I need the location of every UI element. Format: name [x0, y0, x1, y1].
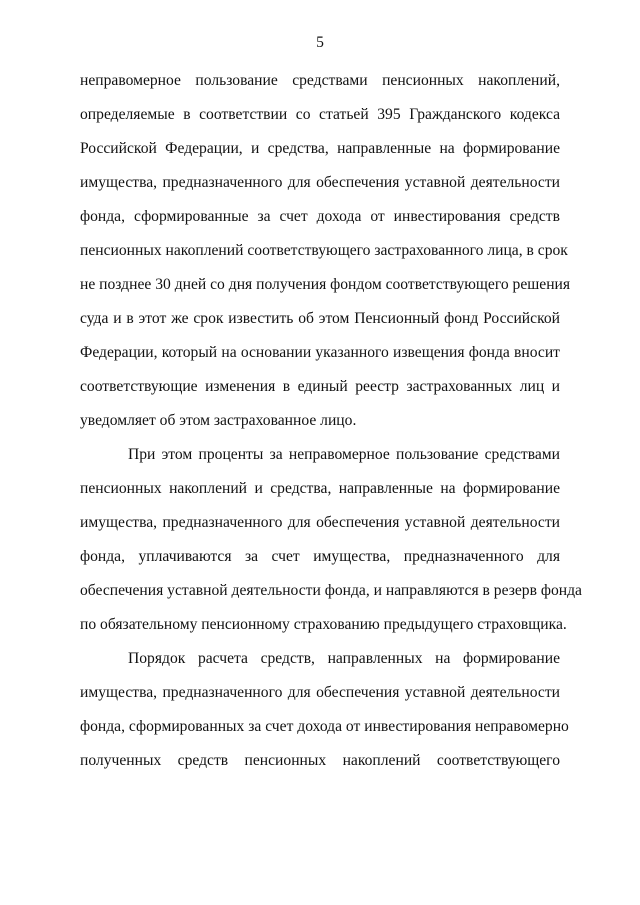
text-line: не позднее 30 дней со дня получения фондом соответствующего решения	[80, 276, 571, 293]
text-line: полученных средств пенсионных накоплений соответствующего	[80, 752, 560, 769]
text-line: неправомерное пользование средствами пенсионных накоплений,	[80, 72, 560, 89]
text-line: пенсионных накоплений соответствующего застрахованного лица, в срок	[80, 242, 568, 259]
text-line: Порядок расчета средств, направленных на формирование	[128, 650, 560, 667]
text-line: Федерации, который на основании указанного извещения фонда вносит	[80, 344, 560, 361]
text-line: соответствующие изменения в единый реестр застрахованных лиц и	[80, 378, 560, 395]
text-line: имущества, предназначенного для обеспечения уставной деятельности	[80, 684, 560, 701]
text-line: имущества, предназначенного для обеспечения уставной деятельности	[80, 174, 560, 191]
text-line: определяемые в соответствии со статьей 395 Гражданского кодекса	[80, 106, 560, 123]
text-line: обеспечения уставной деятельности фонда, и направляются в резерв фонда	[80, 582, 582, 599]
text-line: При этом проценты за неправомерное пользование средствами	[128, 446, 560, 463]
text-line: фонда, уплачиваются за счет имущества, предназначенного для	[80, 548, 560, 565]
text-line: суда и в этот же срок известить об этом Пенсионный фонд Российской	[80, 310, 560, 327]
paragraph	[80, 446, 582, 650]
text-line: уведомляет об этом застрахованное лицо.	[80, 412, 357, 429]
page-number: 5	[316, 34, 324, 51]
text-line: имущества, предназначенного для обеспечения уставной деятельности	[80, 514, 560, 531]
text-line: по обязательному пенсионному страхованию предыдущего страховщика.	[80, 616, 567, 633]
text-line: Российской Федерации, и средства, направленные на формирование	[80, 140, 560, 157]
text-line: пенсионных накоплений и средства, направленные на формирование	[80, 480, 560, 497]
text-line: фонда, сформированных за счет дохода от инвестирования неправомерно	[80, 718, 569, 735]
paragraph	[80, 72, 571, 446]
document-body	[80, 72, 582, 786]
paragraph	[80, 650, 569, 786]
text-line: фонда, сформированные за счет дохода от инвестирования средств	[80, 208, 560, 225]
